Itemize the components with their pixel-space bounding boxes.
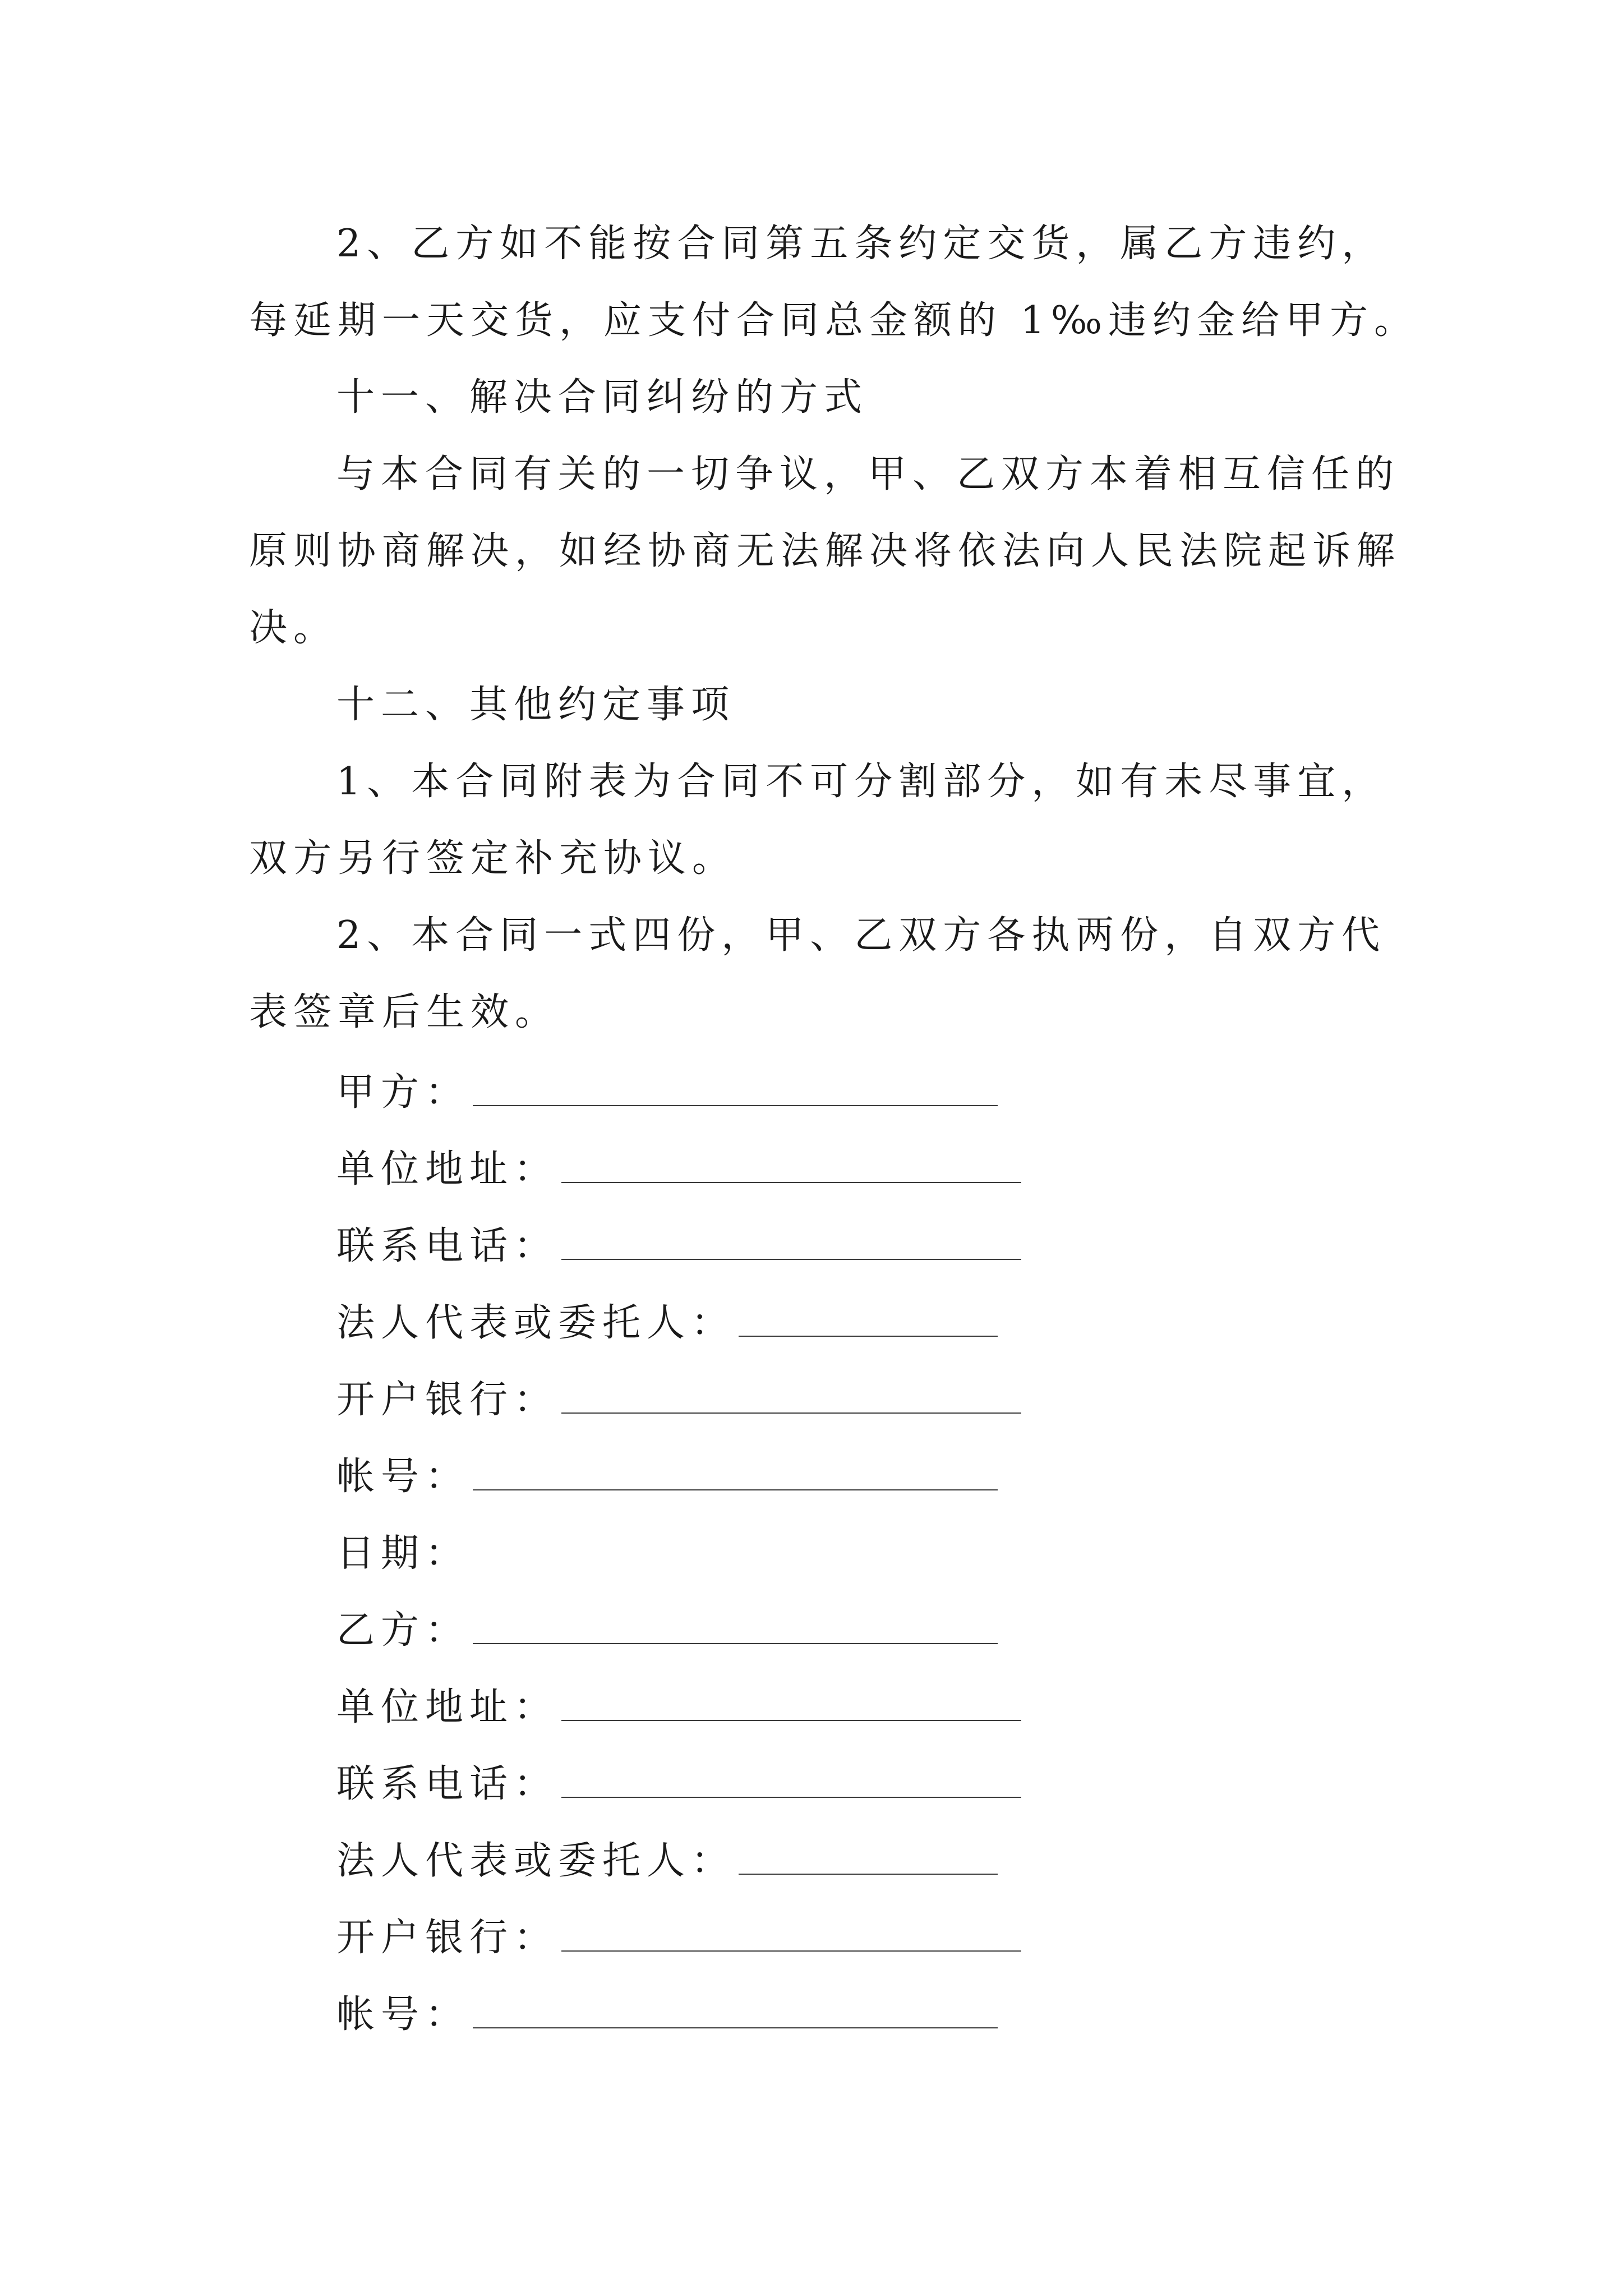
party-a-address-row (336, 1128, 1021, 1204)
party-b-name-blank[interactable] (473, 1643, 998, 1644)
party-a-bank-label: 开户银行： (336, 1378, 559, 1422)
party-a-address-label: 单位地址： (336, 1147, 559, 1191)
party-b-account-label: 帐号： (336, 1993, 470, 2037)
party-a-name-row (336, 1051, 998, 1128)
clause-12-item-1-line-1: 1、本合同附表为合同不可分割部分，如有未尽事宜， (336, 760, 1386, 804)
clause-12-item-1-line-2: 双方另行签定补充协议。 (249, 836, 737, 881)
party-b-representative-blank[interactable] (739, 1874, 998, 1875)
party-b-phone-row (336, 1742, 1021, 1819)
party-a-bank-blank[interactable] (561, 1412, 1021, 1414)
party-b-bank-row (336, 1896, 1021, 1973)
clause-11-body-line-3: 决。 (249, 606, 338, 650)
party-b-name-row (336, 1589, 998, 1665)
party-a-date-label: 日期： (336, 1531, 470, 1576)
party-b-bank-label: 开户银行： (336, 1916, 559, 1960)
party-a-account-row (336, 1435, 998, 1512)
party-a-bank-row (336, 1358, 1021, 1435)
clause-11-heading: 十一、解决合同纠纷的方式 (336, 375, 869, 420)
party-b-phone-blank[interactable] (561, 1797, 1021, 1798)
party-a-date-row (336, 1512, 469, 1589)
party-b-representative-label: 法人代表或委托人： (336, 1839, 736, 1883)
party-a-name-label: 甲方： (336, 1070, 470, 1115)
party-a-name-blank[interactable] (473, 1105, 998, 1106)
party-a-phone-blank[interactable] (561, 1259, 1021, 1260)
clause-12-item-2-line-2: 表签章后生效。 (249, 990, 560, 1034)
clause-12-heading: 十二、其他约定事项 (336, 683, 736, 727)
party-a-account-blank[interactable] (473, 1489, 998, 1490)
party-a-representative-label: 法人代表或委托人： (336, 1301, 736, 1345)
party-b-phone-label: 联系电话： (336, 1762, 559, 1806)
party-b-account-row (336, 1973, 998, 2050)
party-a-representative-blank[interactable] (739, 1336, 998, 1337)
party-b-address-label: 单位地址： (336, 1685, 559, 1729)
party-b-address-blank[interactable] (561, 1720, 1021, 1721)
party-b-address-row (336, 1665, 1021, 1742)
party-a-representative-row (336, 1281, 998, 1358)
clause-10-item-2-line-1: 2、乙方如不能按合同第五条约定交货，属乙方违约， (336, 222, 1386, 266)
party-b-bank-blank[interactable] (561, 1950, 1021, 1952)
party-a-account-label: 帐号： (336, 1455, 470, 1499)
party-b-account-blank[interactable] (473, 2027, 998, 2028)
clause-12-item-2-line-1: 2、本合同一式四份，甲、乙双方各执两份，自双方代 (336, 913, 1386, 958)
clause-11-body-line-2: 原则协商解决，如经协商无法解决将依法向人民法院起诉解 (249, 529, 1401, 573)
party-a-phone-row (336, 1204, 1021, 1281)
party-b-name-label: 乙方： (336, 1608, 470, 1653)
party-b-representative-row (336, 1819, 998, 1896)
clause-10-item-2-line-2: 每延期一天交货，应支付合同总金额的 1‰违约金给甲方。 (249, 298, 1419, 343)
party-a-phone-label: 联系电话： (336, 1224, 559, 1268)
party-a-address-blank[interactable] (561, 1182, 1021, 1183)
clause-11-body-line-1: 与本合同有关的一切争议，甲、乙双方本着相互信任的 (336, 452, 1400, 496)
